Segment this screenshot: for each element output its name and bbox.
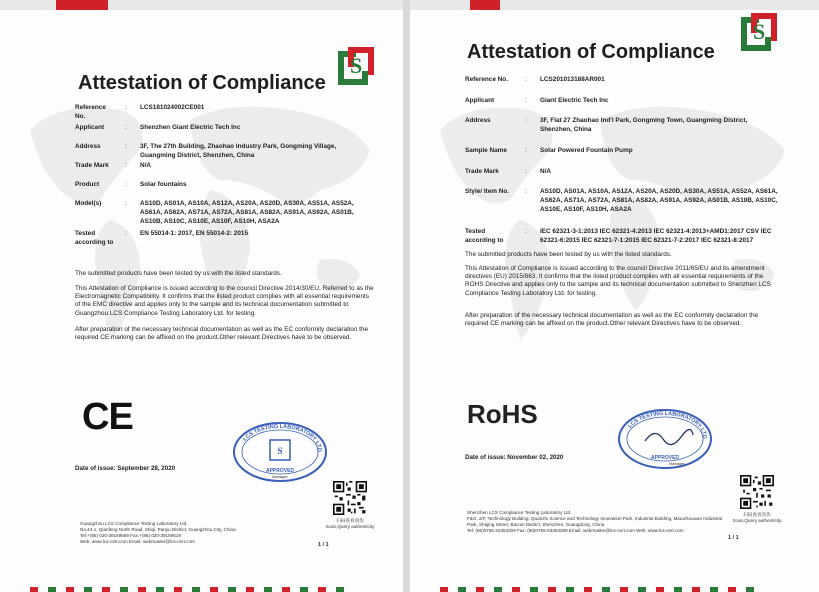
svg-text:S: S — [350, 53, 363, 78]
field-colon: : — [125, 143, 127, 150]
lcs-logo — [737, 11, 783, 51]
field-label: Trade Mark — [75, 162, 109, 169]
field-colon: : — [525, 168, 527, 175]
field-value: LCS201013188AR001 — [540, 76, 605, 83]
field-row — [75, 200, 355, 227]
field-row — [465, 97, 780, 106]
field-row — [465, 117, 780, 135]
field-label: Reference No. — [75, 104, 106, 120]
ce-marking-paragraph: After preparation of the necessary technical documentation as well as the EC conformity declaration the required CE marking can be affixed on the product.Other relevant Directives have to be observed. — [75, 326, 369, 342]
stamp-sign-text: Manager — [272, 474, 288, 479]
stamp-approved-text: APPROVED — [650, 455, 680, 461]
qr-code[interactable] — [333, 481, 367, 515]
page-number: 1 / 1 — [318, 542, 329, 548]
stamp-sign-text: Manager — [669, 461, 685, 466]
bottom-band — [0, 580, 403, 586]
field-row — [465, 147, 780, 156]
top-band — [0, 0, 403, 10]
field-label: Style/ Item No. — [465, 188, 510, 195]
field-colon: : — [525, 97, 527, 104]
field-value: N/A — [140, 162, 152, 169]
field-row — [465, 188, 780, 224]
bottom-band — [410, 580, 819, 586]
field-value: LCS181024002CE001 — [140, 104, 205, 111]
ce-marking-paragraph: After preparation of the necessary technical documentation as well as the EC conformity declaration the required CE marking can be affixed on the product.Other relevant Directives have to be observed. — [465, 312, 759, 328]
field-value: 3F, The 27th Building, Zhaohao Industry Park, Gongming Village, Guangming District, Shenzhen, China — [140, 143, 337, 159]
field-row — [75, 143, 355, 161]
field-row — [75, 181, 355, 190]
field-colon: : — [525, 188, 527, 195]
svg-text:LCS TESTING LABORATORY LTD. — [230, 420, 322, 452]
field-colon: : — [525, 76, 527, 83]
field-value: IEC 62321-3-1:2013 IEC 62321-4:2013 IEC 62321-4:2013+AMD1:2017 CSV IEC 62321-6:2015 IEC 62321-7-1:2015 IEC 62321-7-2:2017 IEC 62321-8:2017 — [540, 228, 772, 244]
page-number: 1 / 1 — [728, 535, 739, 541]
svg-text:S: S — [277, 446, 283, 456]
field-label: Product — [75, 181, 100, 188]
rohs-mark: RoHS — [467, 399, 538, 429]
tested-statement: The submitted products have been tested by us with the listed standards. — [465, 251, 672, 258]
footer-line: Web: www.lcs-cert.com Email: webmaster@lcs-cert.com — [80, 539, 195, 544]
footer-line: No.44-1, Qianfeng North Road, Shiqi, Panyu District, Guangzhou City, China — [80, 527, 236, 532]
field-row — [75, 230, 355, 248]
field-label: Applicant — [75, 124, 105, 131]
field-row — [75, 104, 355, 120]
field-value: 3F, Flat 27 Zhaohao Ind'l Park, Gongming Town, Guangming District, Shenzhen, China — [540, 117, 748, 133]
footer-line: F&G, 2/F, Technology Building, Quanzhi Science and Technology Innovation Park, Industrial Building, Miaozhouwan Industrial Park, Shajing Street, Bao'an District, Shenzhen, Guangdong, China — [467, 516, 722, 527]
lcs-logo — [334, 45, 380, 85]
field-label: Address — [465, 117, 491, 124]
divider — [403, 0, 410, 592]
issue-date: Date of issue: November 02, 2020 — [465, 454, 564, 461]
field-value: AS10D, AS01A, AS10A, AS12A, AS20A, AS20D, AS30A, AS51A, AS52A, AS61A, AS62A, AS71A, AS72A, AS81A, AS82A, AS91A, AS92A, AS01B, AS10B, AS10C, AS10E, AS10F, AS10H, ASA2A — [140, 200, 354, 225]
field-colon: : — [525, 147, 527, 154]
stamp-approved-text: APPROVED — [265, 468, 295, 474]
footer-line: Shenzhen LCS Compliance Testing Laboratory Ltd. — [467, 510, 572, 515]
directive-paragraph: This Attestation of Compliance is issued according to the council Directive 2011/65/EU and its amendment directives (EU) 2015/863. It confirms that the listed product complies with all essential requirements of the ROHS Directive and applies only to the sample and its technical documentation submitted to Shenzhen LCS Compliance Testing Laboratory Ltd. for testing. — [465, 265, 771, 297]
footer-line: Tel:+(86) 020-39169569 Fax:+(86) 020-39169519 — [80, 533, 181, 538]
svg-text:S: S — [753, 19, 766, 44]
lab-footer — [467, 510, 722, 534]
field-colon: : — [125, 162, 127, 169]
qr-code[interactable] — [740, 475, 774, 509]
field-label: Tested according to — [75, 230, 114, 246]
field-value: Solar fountains — [140, 181, 187, 188]
field-label: Sample Name — [465, 147, 507, 154]
field-colon: : — [525, 228, 527, 235]
approval-stamp — [615, 407, 715, 471]
scan-label: 扫码查看真伪 Scan,Query authenticity — [732, 512, 782, 523]
top-band — [410, 0, 819, 10]
ce-mark: CE — [82, 396, 133, 438]
field-colon: : — [125, 124, 127, 131]
field-row — [465, 76, 780, 85]
directive-paragraph: This Attestation of Compliance is issued according to the council Directive 2014/30/EU, Referred to as the Electromagnetic Compatibility. It confirms that the listed product complies with all essential requirements of the EMC directive and applies only to the sample and its technical documentation submitted to Guangzhou LCS Compliance Testing Laboratory Ltd. for testing. — [75, 285, 374, 317]
field-label: Reference No. — [465, 76, 508, 83]
field-colon: : — [525, 117, 527, 124]
approval-stamp — [230, 420, 330, 484]
field-value: Shenzhen Giant Electric Tech Inc — [140, 124, 241, 131]
footer-line: Guangzhou LCS Compliance Testing Laboratory Ltd. — [80, 521, 188, 526]
field-label: Model(s) — [75, 200, 102, 207]
field-label: Tested according to — [465, 228, 504, 244]
footer-line: Tel: (86)0755-23353209 Fax: (86)0755-23353289 Email: webmaster@lcs-cert.com Web: www.lcs-cert.com — [467, 528, 684, 533]
stamp-arc-text: LCS TESTING LABORATORY LTD — [627, 410, 708, 439]
field-label: Trade Mark — [465, 168, 499, 175]
field-colon: : — [125, 200, 127, 207]
scan-label: 扫码查看真伪 Scan,Query authenticity — [325, 518, 375, 529]
page-title: Attestation of Compliance — [78, 72, 326, 94]
field-label: Applicant — [465, 97, 495, 104]
stamp-arc-text: LCS TESTING LABORATORY LTD — [242, 423, 323, 452]
field-colon: : — [125, 181, 127, 188]
field-value: AS10D, AS01A, AS10A, AS12A, AS20A, AS20D, AS30A, AS51A, AS52A, AS61A, AS62A, AS71A, AS72A, AS81A, AS82A, AS91A, AS92A, AS01B, AS10B, AS10C, AS10E, AS10F, AS10H, ASA2A — [540, 188, 778, 213]
field-value: Solar Powered Fountain Pump — [540, 147, 633, 154]
field-value: N/A — [540, 168, 552, 175]
field-row — [75, 162, 355, 171]
certificate-rohs — [410, 0, 819, 592]
lab-footer — [80, 521, 300, 545]
issue-date: Date of issue: September 28, 2020 — [75, 465, 176, 472]
page-title: Attestation of Compliance — [467, 41, 715, 63]
field-colon: : — [125, 230, 127, 237]
field-value: EN 55014-1: 2017, EN 55014-2: 2015 — [140, 230, 249, 237]
tested-statement: The submitted products have been tested by us with the listed standards. — [75, 270, 282, 277]
field-row — [75, 124, 355, 133]
field-label: Address — [75, 143, 101, 150]
field-colon: : — [125, 104, 127, 111]
field-value: Giant Electric Tech Inc — [540, 97, 609, 104]
field-row — [465, 168, 780, 177]
certificate-ce — [0, 0, 403, 592]
